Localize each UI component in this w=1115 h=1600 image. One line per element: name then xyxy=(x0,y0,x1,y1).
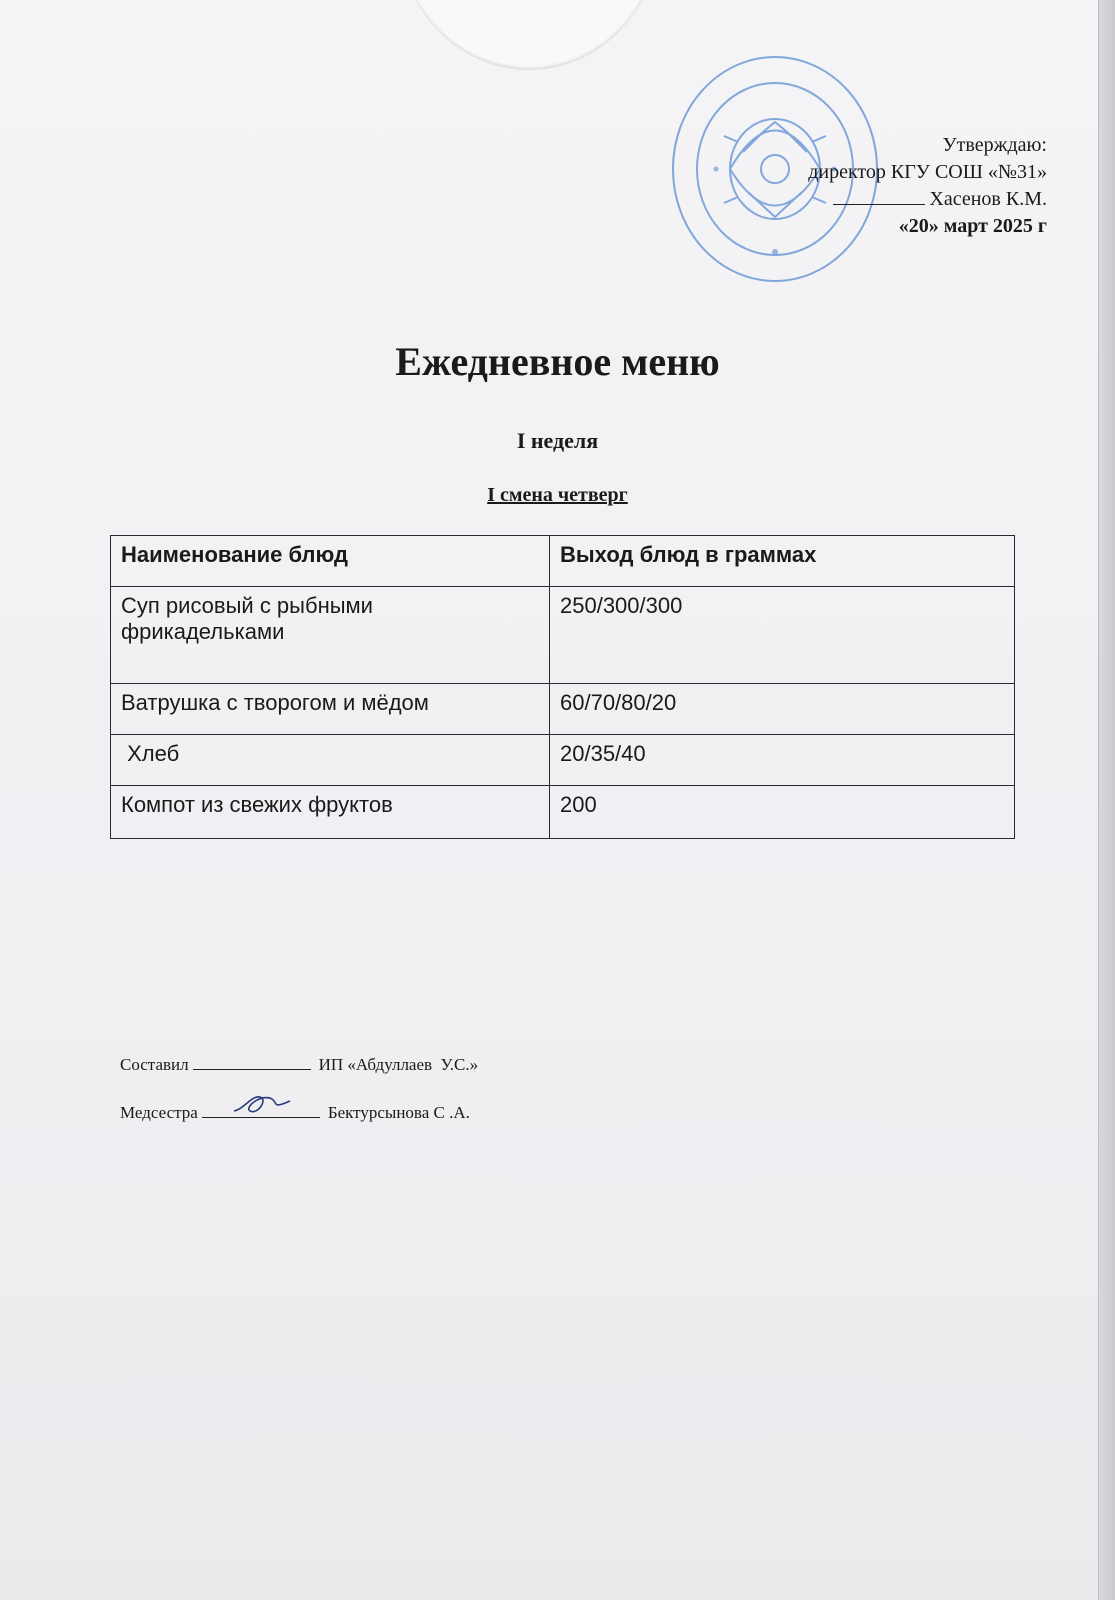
menu-table xyxy=(110,535,1015,839)
dish-cell: Хлеб xyxy=(111,735,550,786)
approval-block xyxy=(808,132,1047,240)
nurse-name: Бектурсынова С .А. xyxy=(327,1103,470,1122)
portion-cell: 250/300/300 xyxy=(550,587,1015,684)
signature-blank xyxy=(833,204,925,205)
approval-position: директор КГУ СОШ «№31» xyxy=(808,161,1047,183)
background-edge xyxy=(1098,0,1115,1600)
page-title: Ежедневное меню xyxy=(395,339,720,384)
column-header-dish: Наименование блюд xyxy=(111,536,550,587)
compiler-name: ИП «Абдуллаев У.С.» xyxy=(318,1055,479,1074)
dish-cell: Компот из свежих фруктов xyxy=(111,786,550,839)
dish-cell: Суп рисовый с рыбными фрикадельками xyxy=(111,587,550,684)
signature-blank xyxy=(193,1057,311,1070)
compiler-line xyxy=(120,1055,478,1075)
approval-heading: Утверждаю: xyxy=(942,134,1047,156)
week-label: I неделя xyxy=(516,428,599,453)
table-row xyxy=(111,735,1015,786)
approval-signature-line xyxy=(808,186,1047,213)
handwritten-signature-icon xyxy=(232,1089,292,1119)
nurse-label: Медсестра xyxy=(120,1103,198,1122)
approval-date: «20» март 2025 г xyxy=(898,215,1047,237)
portion-cell: 200 xyxy=(550,786,1015,839)
column-header-portion: Выход блюд в граммах xyxy=(550,536,1015,587)
nurse-line xyxy=(120,1103,470,1123)
table-row xyxy=(111,786,1015,839)
compiler-label: Составил xyxy=(120,1055,189,1074)
shift-label: I смена четверг xyxy=(487,484,628,506)
portion-cell: 60/70/80/20 xyxy=(550,684,1015,735)
portion-cell: 20/35/40 xyxy=(550,735,1015,786)
table-row xyxy=(111,684,1015,735)
signature-blank xyxy=(202,1105,320,1118)
approval-name: Хасенов К.М. xyxy=(929,188,1047,210)
dish-cell: Ватрушка с творогом и мёдом xyxy=(111,684,550,735)
table-row xyxy=(111,587,1015,684)
table-header-row xyxy=(111,536,1015,587)
